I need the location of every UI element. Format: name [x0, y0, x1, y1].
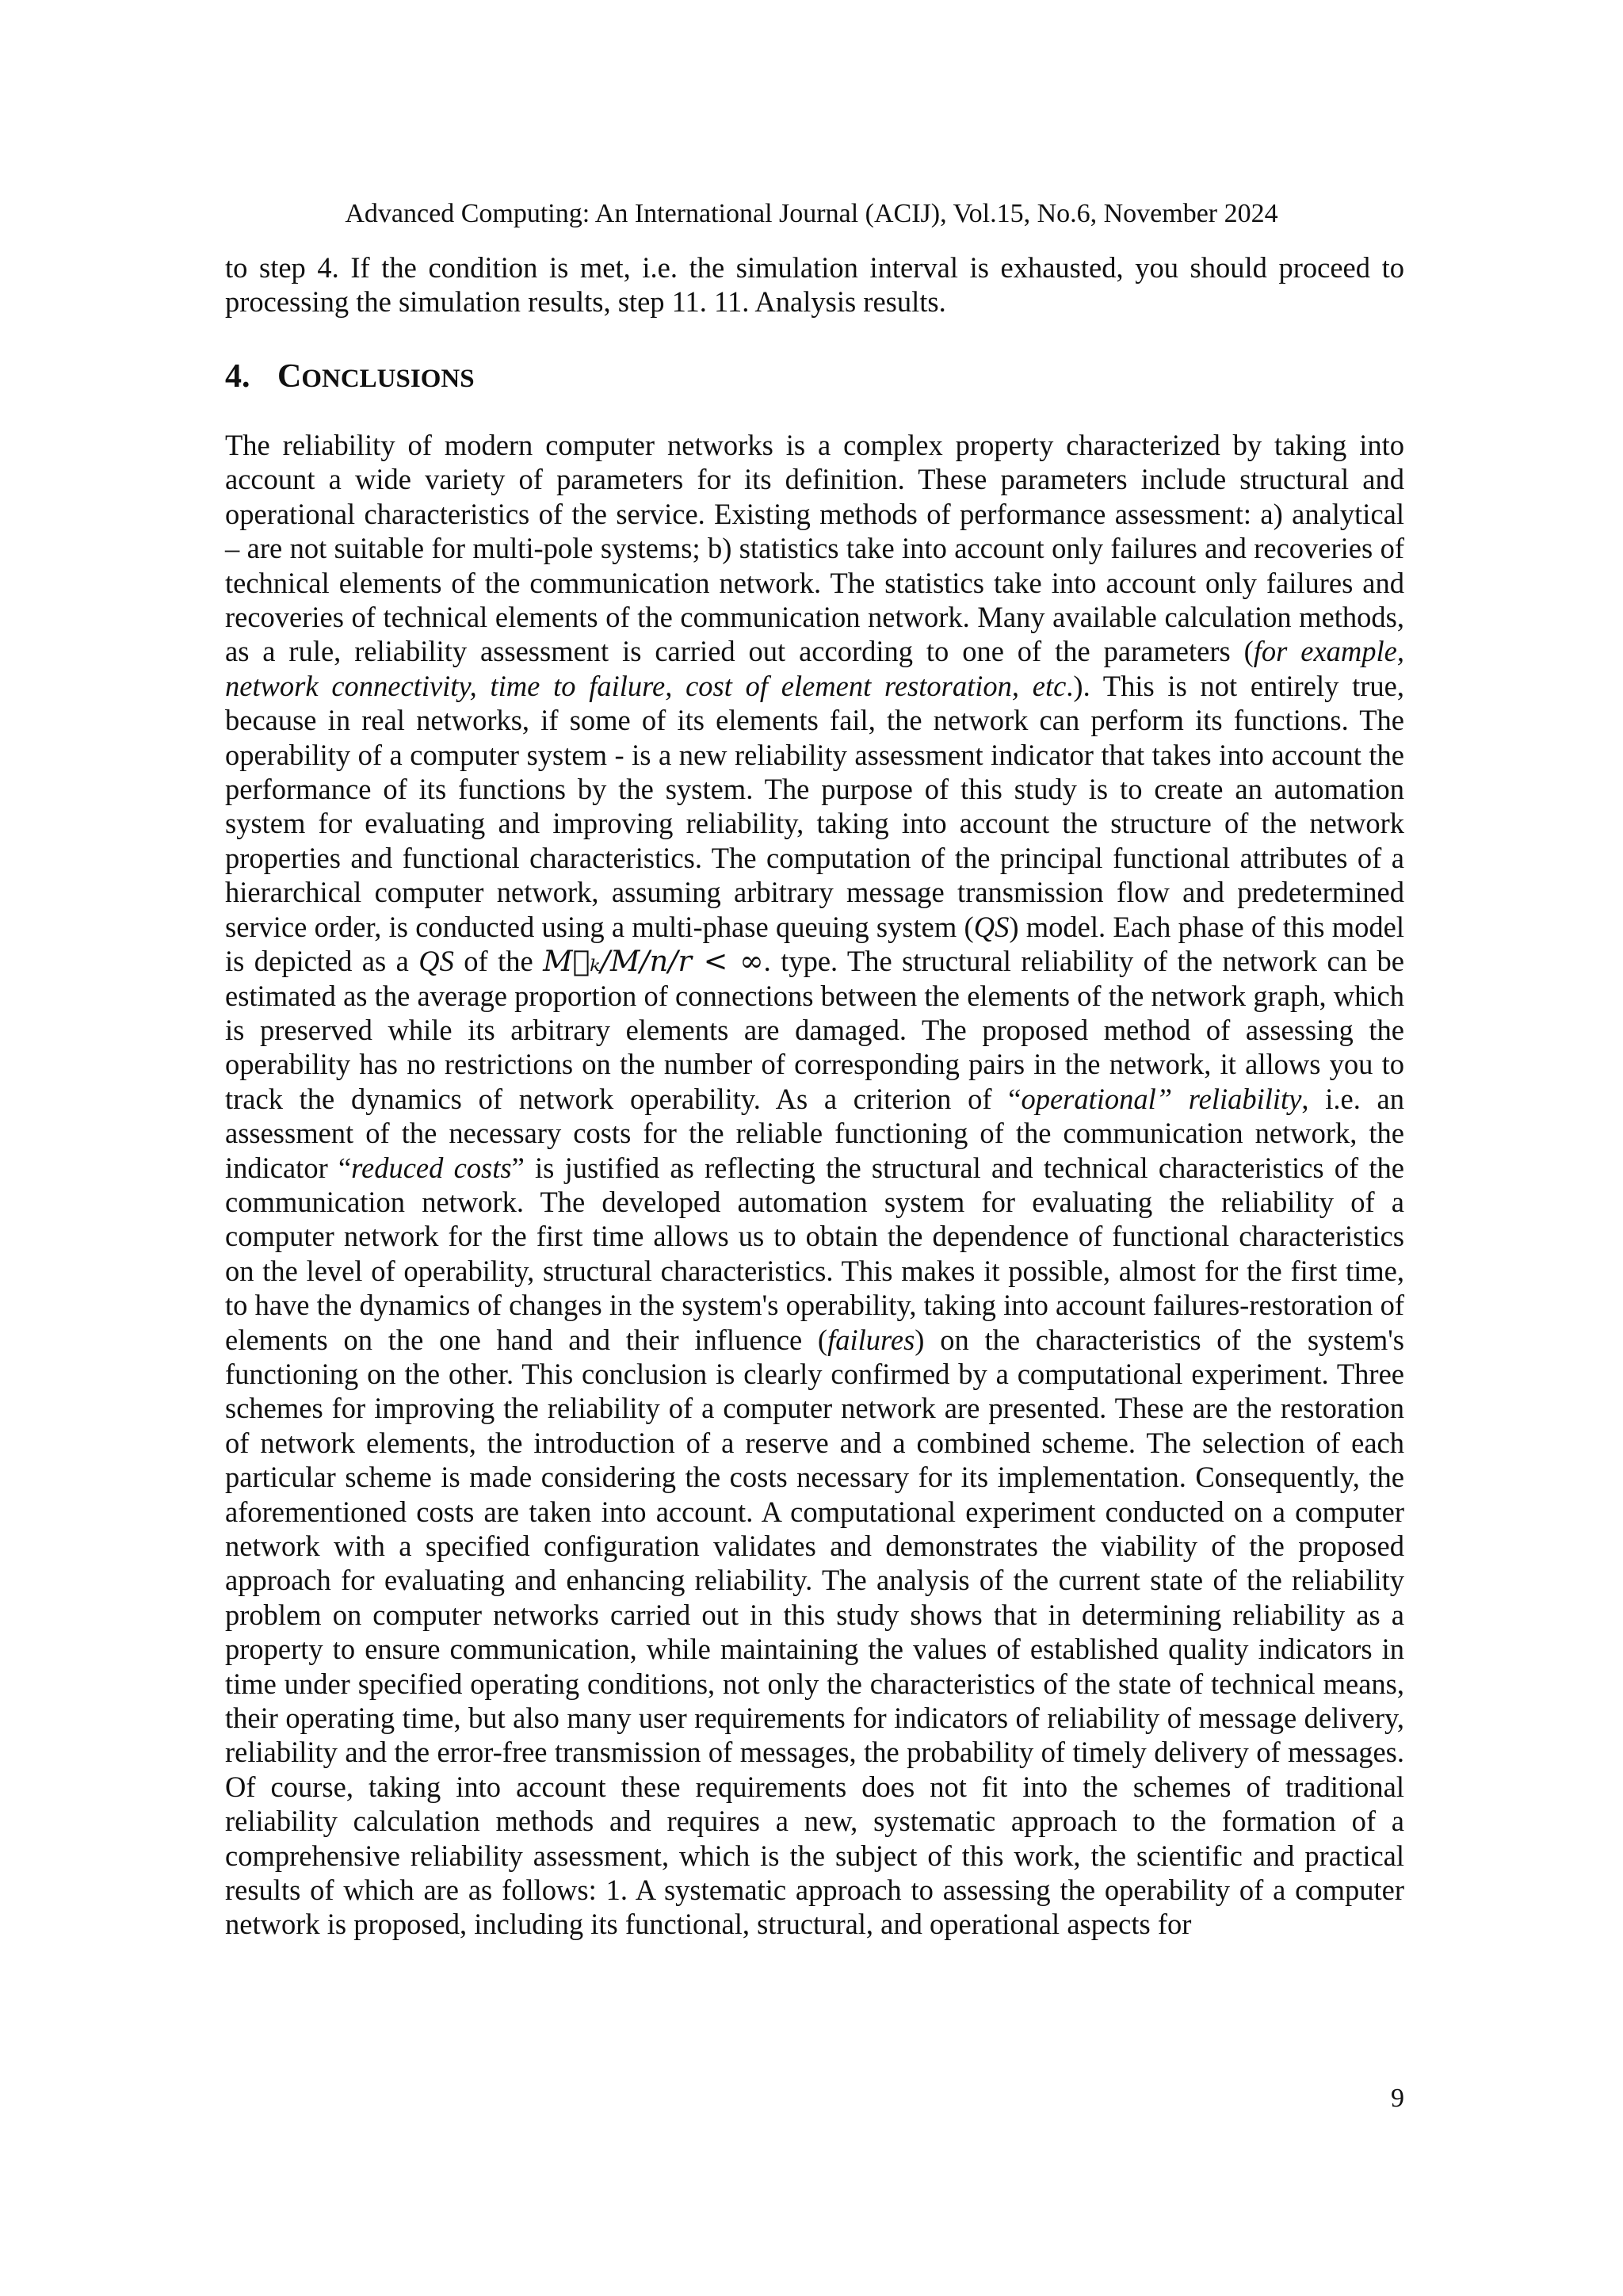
conclusions-text-3: ) model. Each phase of this model is depicted as a [225, 910, 1404, 978]
reduced-costs-term: reduced costs [351, 1151, 512, 1184]
conclusions-text-7: ” is justified as reflecting the structural and technical characteristics of the communication network. The developed automation system for evaluating the reliability of a computer network for the first time allows us to obtain the dependence of functional characteristics on the level of operability, structural characteristics. This makes it possible, almost for the first time, to have the dynamics of changes in the system's operability, taking into account failures-restoration of elements on the one hand and their influence ( [225, 1151, 1404, 1356]
failures-term: failures [827, 1323, 915, 1356]
page-number: 9 [1391, 2084, 1404, 2113]
operational-reliability-term: operational” reliability [1021, 1082, 1302, 1115]
conclusions-paragraph [225, 428, 1404, 1942]
conclusions-text-1: The reliability of modern computer networks is a complex property characterized by taking into account a wide variety of parameters for its definition. These parameters include structural and operational characteristics of the service. Existing methods of performance assessment: a) analytical – are not suitable for multi-pole systems; b) statistics take into account only failures and recoveries of technical elements of the communication network. The statistics take into account only failures and recoveries of technical elements of the communication network. Many available calculation methods, as a rule, reliability assessment is carried out according to one of the parameters ( [225, 429, 1404, 668]
conclusions-text-4: of the [453, 945, 544, 978]
conclusions-italic-examples: for example, network connectivity, time to failure, cost of element restoration, etc [225, 635, 1404, 702]
queue-formula: M⃗ₖ/M/n/r < ∞ [543, 944, 764, 979]
continuation-paragraph: to step 4. If the condition is met, i.e. the simulation interval is exhausted, you should proceed to processing the simulation results, step 11. 11. Analysis results. [225, 251, 1404, 319]
conclusions-text-2: .). This is not entirely true, because in real networks, if some of its elements fail, the network can perform its functions. The operability of a computer system - is a new reliability assessment indicator that takes into account the performance of its functions by the system. The purpose of this study is to create an automation system for evaluating and improving reliability, taking into account the structure of the network properties and functional characteristics. The computation of the principal functional attributes of a hierarchical computer network, assuming arbitrary message transmission flow and predetermined service order, is conducted using a multi-phase queuing system ( [225, 669, 1404, 943]
running-header: Advanced Computing: An International Journal (ACIJ), Vol.15, No.6, November 2024 [345, 199, 1278, 228]
qs-abbrev-1: QS [973, 910, 1010, 943]
conclusions-text-6: , i.e. an assessment of the necessary costs for the reliable functioning of the communication network, the indicator “ [225, 1082, 1405, 1184]
qs-abbrev-2: QS [418, 945, 454, 978]
section-title-initial: C [277, 358, 302, 395]
section-number: 4. [225, 358, 250, 395]
section-heading [225, 357, 475, 399]
conclusions-text-5: . type. The structural reliability of the network can be estimated as the average proportion of connections between the elements of the network graph, which is preserved while its arbitrary elements are damaged. The proposed method of assessing the operability has no restrictions on the number of corresponding pairs in the network, it allows you to track the dynamics of network operability. As a criterion of “ [225, 945, 1404, 1115]
section-title-rest: ONCLUSIONS [301, 365, 475, 393]
conclusions-text-8: ) on the characteristics of the system's functioning on the other. This conclusion is clearly confirmed by a computational experiment. Three schemes for improving the reliability of a computer network are presented. These are the restoration of network elements, the introduction of a reserve and a combined scheme. The selection of each particular scheme is made considering the costs necessary for its implementation. Consequently, the aforementioned costs are taken into account. A computational experiment conducted on a computer network with a specified configuration validates and demonstrates the viability of the proposed approach for evaluating and enhancing reliability. The analysis of the current state of the reliability problem on computer networks carried out in this study shows that in determining reliability as a property to ensure communication, while maintaining the values of established quality indicators in time under specified operating conditions, not only the characteristics of the state of technical means, their operating time, but also many user requirements for indicators of reliability of message delivery, reliability and the error-free transmission of messages, the probability of timely delivery of messages. Of course, taking into account these requirements does not fit into the schemes of traditional reliability calculation methods and requires a new, systematic approach to the formation of a comprehensive reliability assessment, which is the subject of this work, the scientific and practical results of which are as follows: 1. A systematic approach to assessing the operability of a computer network is proposed, including its functional, structural, and operational aspects for [225, 1323, 1404, 1941]
